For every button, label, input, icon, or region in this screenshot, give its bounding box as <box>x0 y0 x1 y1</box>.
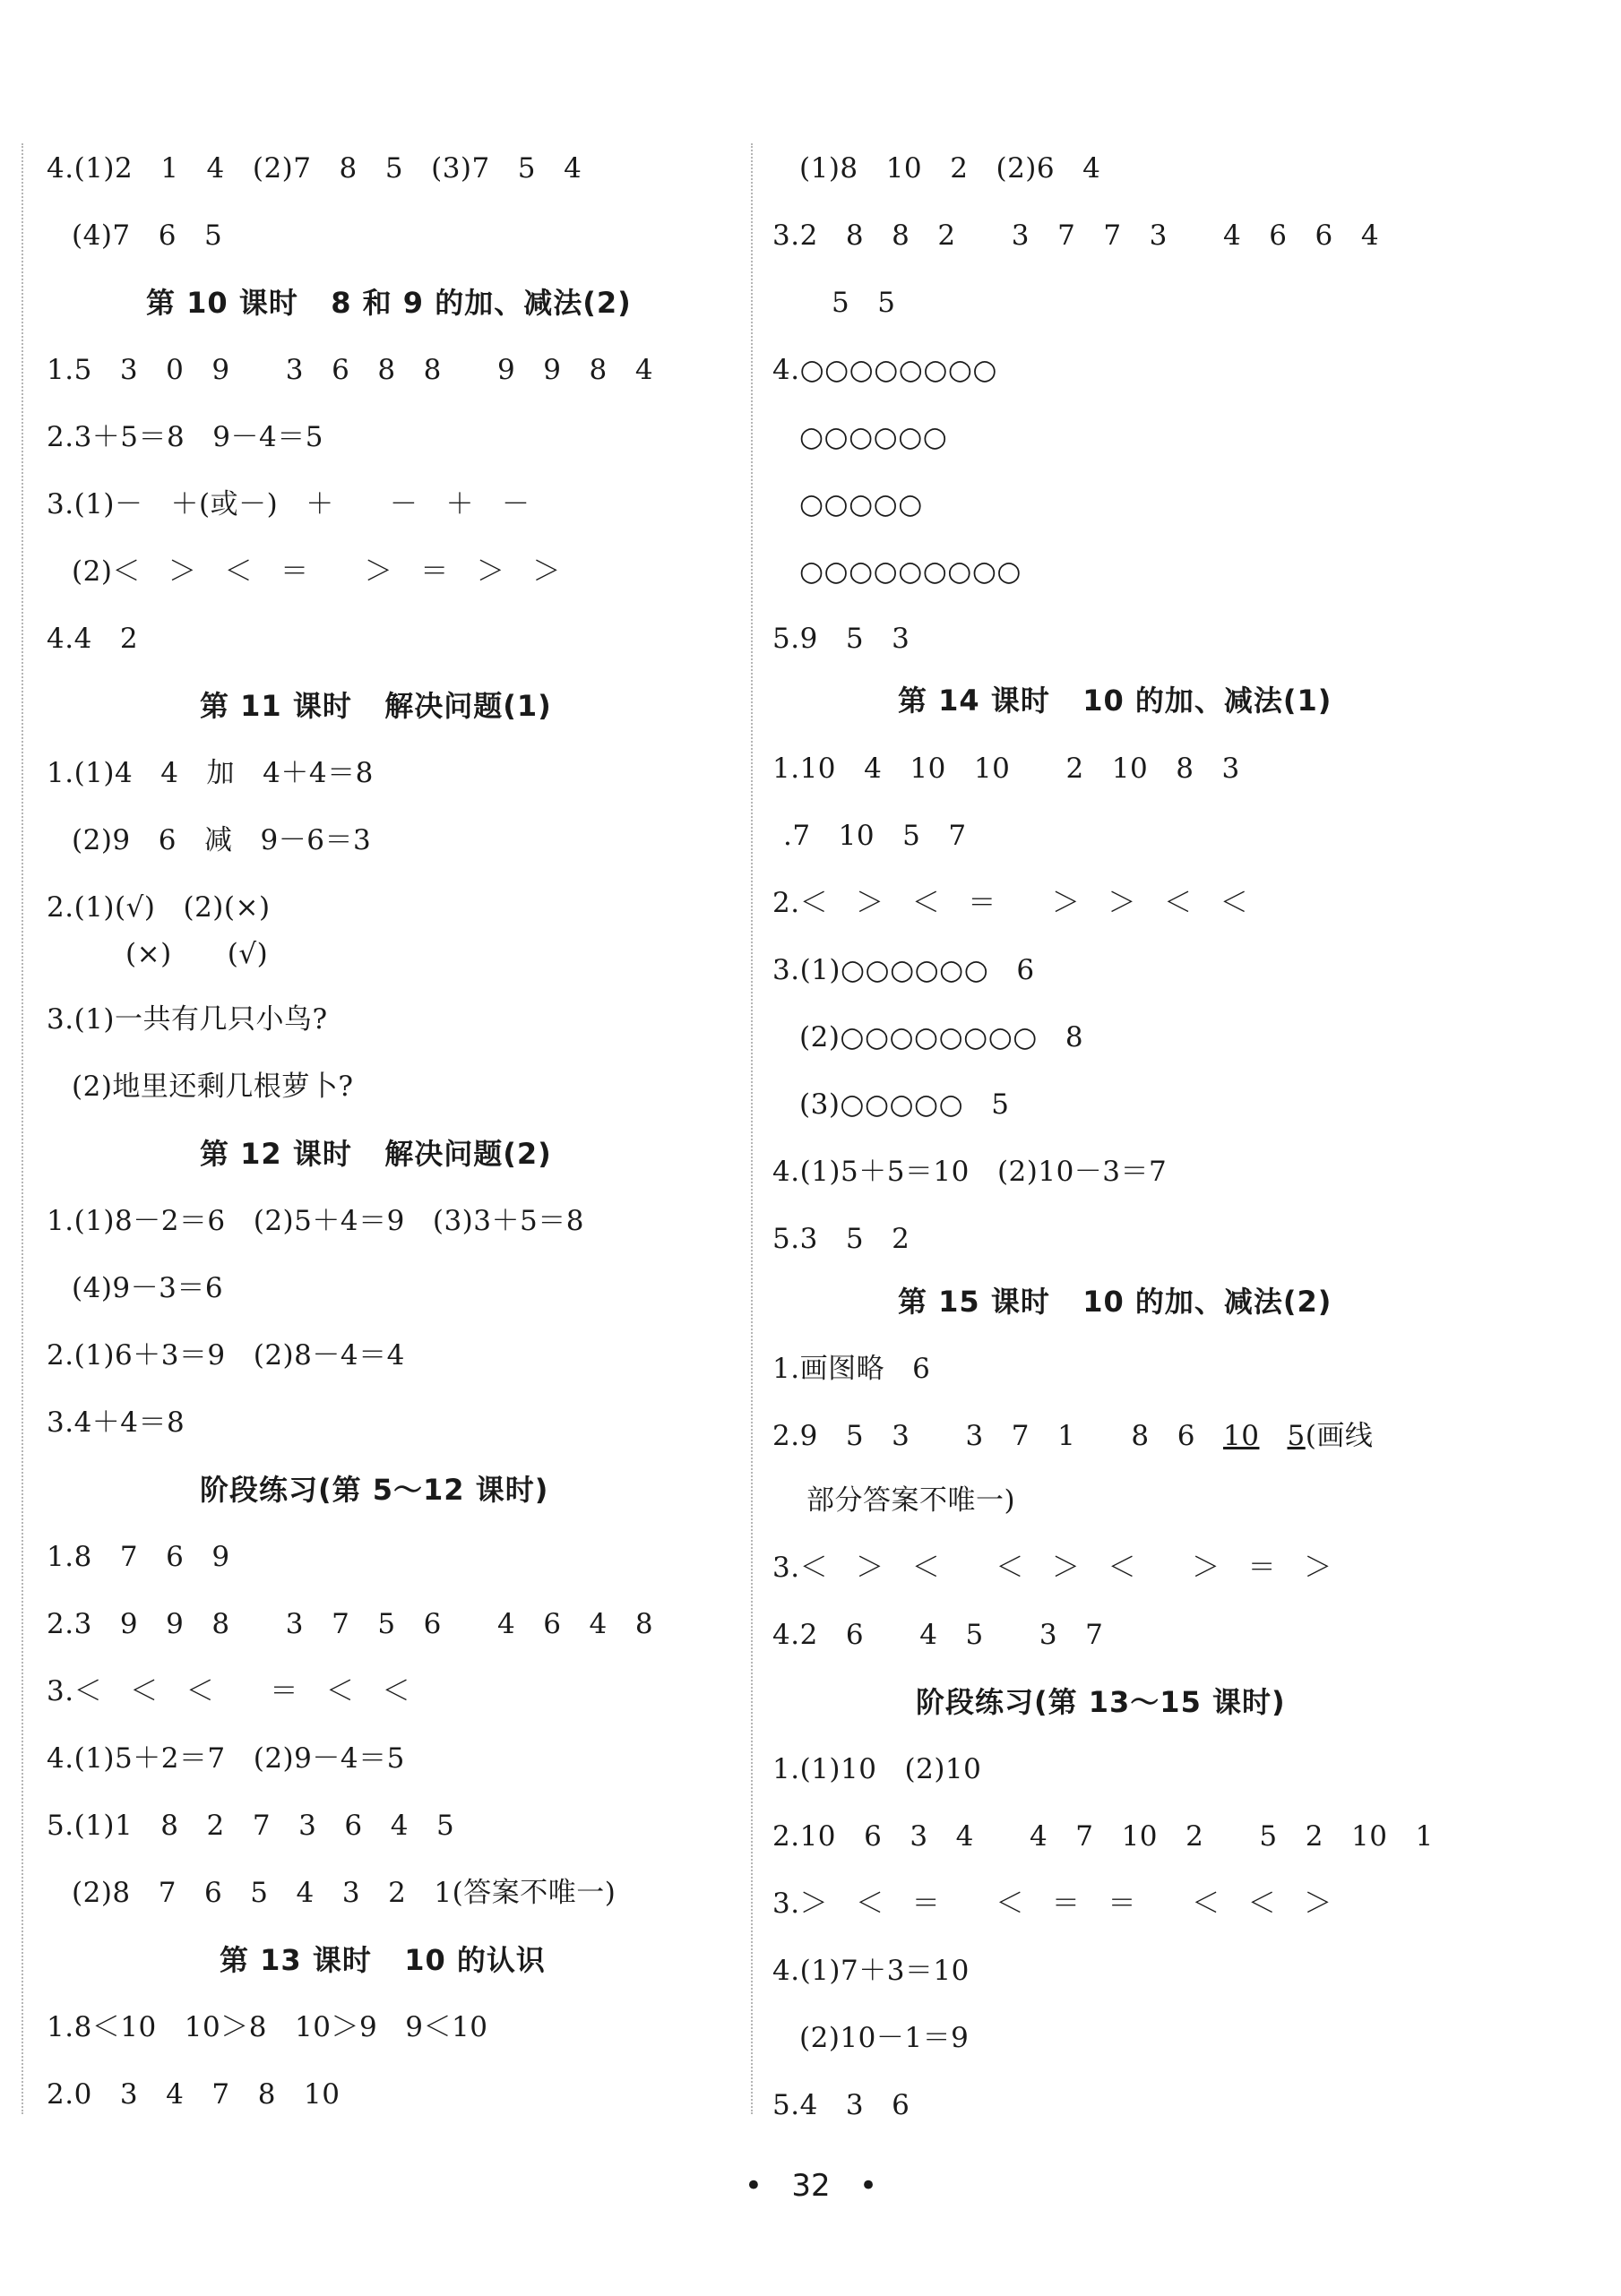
answer-line: (2)＜ ＞ ＜ ＝ ＞ ＝ ＞ ＞ <box>72 555 561 588</box>
answer-line <box>772 1418 1373 1454</box>
section-heading: 第 14 课时 10 的加、减法(1) <box>898 684 1332 718</box>
section-heading: 阶段练习(第 13～15 课时) <box>916 1685 1286 1719</box>
answer-line: 3.＞ ＜ ＝ ＜ ＝ ＝ ＜ ＜ ＞ <box>772 1888 1332 1920</box>
answer-line: .7 10 5 7 <box>783 820 967 852</box>
answer-line: (4)9－3＝6 <box>72 1272 224 1304</box>
answer-line: 3.4＋4＝8 <box>47 1406 185 1439</box>
answer-line: 5 5 <box>832 287 896 319</box>
section-heading: 第 11 课时 解决问题(1) <box>200 689 552 723</box>
answer-line: 4.(1)5＋2＝7 (2)9－4＝5 <box>47 1742 405 1775</box>
answer-line: 1.8 7 6 9 <box>47 1541 230 1573</box>
answer-line: 1.(1)10 (2)10 <box>772 1753 982 1785</box>
section-heading: 第 15 课时 10 的加、减法(2) <box>898 1285 1332 1319</box>
answer-line: ○○○○○ <box>799 488 923 520</box>
answer-line: (2)10－1＝9 <box>799 2022 970 2054</box>
answer-line: 4.(1)5＋5＝10 (2)10－3＝7 <box>772 1156 1168 1188</box>
answer-line: 5.4 3 6 <box>772 2089 910 2121</box>
answer-line: (2)地里还剩几根萝卜? <box>72 1071 354 1103</box>
answer-line: 2.＜ ＞ ＜ ＝ ＞ ＞ ＜ ＜ <box>772 887 1249 919</box>
answer-line: ○○○○○○○○○ <box>799 555 1022 588</box>
answer-text: 2.9 5 3 3 7 1 8 6 <box>772 1420 1223 1452</box>
answer-line: 4.2 6 4 5 3 7 <box>772 1619 1104 1651</box>
section-heading: 第 12 课时 解决问题(2) <box>200 1137 552 1171</box>
answer-line: (2)9 6 减 9－6＝3 <box>72 824 372 856</box>
answer-line: 1.画图略 6 <box>772 1353 931 1385</box>
answer-line: (2)8 7 6 5 4 3 2 1(答案不唯一) <box>72 1877 616 1909</box>
answer-line: (×) (√) <box>125 938 269 970</box>
right-column <box>753 0 1595 2150</box>
answer-line: (1)8 10 2 (2)6 4 <box>799 152 1101 185</box>
answer-line: 1.5 3 0 9 3 6 8 8 9 9 8 4 <box>47 354 654 386</box>
answer-line: 5.9 5 3 <box>772 623 910 655</box>
section-heading: 第 13 课时 10 的认识 <box>220 1943 546 1977</box>
answer-line: 1.10 4 10 10 2 10 8 3 <box>772 752 1240 785</box>
answer-line: (4)7 6 5 <box>72 219 223 252</box>
answer-line: 4.(1)2 1 4 (2)7 8 5 (3)7 5 4 <box>47 152 582 185</box>
answer-line: 2.3＋5＝8 9－4＝5 <box>47 421 323 453</box>
answer-line: 部分答案不唯一) <box>806 1484 1016 1517</box>
answer-line: 1.(1)8－2＝6 (2)5＋4＝9 (3)3＋5＝8 <box>47 1205 584 1237</box>
answer-line: ○○○○○○ <box>799 421 948 453</box>
underlined-answer: 5 <box>1287 1420 1306 1452</box>
answer-line: 3.2 8 8 2 3 7 7 3 4 6 6 4 <box>772 219 1380 252</box>
answer-line: (3)○○○○○ 5 <box>799 1088 1010 1121</box>
answer-line: 2.(1)6＋3＝9 (2)8－4＝4 <box>47 1339 405 1372</box>
answer-line: 5.3 5 2 <box>772 1223 910 1255</box>
answer-line: 3.(1)○○○○○○ 6 <box>772 954 1035 986</box>
page-number: • 32 • <box>744 2168 878 2204</box>
answer-line: 2.3 9 9 8 3 7 5 6 4 6 4 8 <box>47 1608 654 1640</box>
answer-line: (2)○○○○○○○○ 8 <box>799 1021 1084 1053</box>
answer-line: 2.(1)(√) (2)(×) <box>47 891 271 924</box>
answer-line: 4.○○○○○○○○ <box>772 354 997 386</box>
answer-note: (画线 <box>1305 1420 1374 1452</box>
answer-line: 1.(1)4 4 加 4＋4＝8 <box>47 757 374 789</box>
answer-line: 2.10 6 3 4 4 7 10 2 5 2 10 1 <box>772 1820 1434 1853</box>
answer-text <box>1259 1420 1287 1452</box>
section-heading: 阶段练习(第 5～12 课时) <box>200 1473 549 1507</box>
answer-line: 3.＜ ＞ ＜ ＜ ＞ ＜ ＞ ＝ ＞ <box>772 1552 1332 1584</box>
answer-line: 3.(1)一共有几只小鸟? <box>47 1003 328 1036</box>
answer-line: 3.(1)－ ＋(或－) ＋ － ＋ － <box>47 488 530 520</box>
answer-line: 1.8＜10 10＞8 10＞9 9＜10 <box>47 2011 488 2043</box>
answer-line: 3.＜ ＜ ＜ ＝ ＜ ＜ <box>47 1675 410 1707</box>
answer-line: 5.(1)1 8 2 7 3 6 4 5 <box>47 1810 455 1842</box>
left-column <box>0 0 744 2150</box>
underlined-answer: 10 <box>1222 1420 1260 1452</box>
answer-line: 4.(1)7＋3＝10 <box>772 1955 970 1987</box>
answer-line: 4.4 2 <box>47 623 139 655</box>
section-heading: 第 10 课时 8 和 9 的加、减法(2) <box>146 286 632 320</box>
answer-line: 2.0 3 4 7 8 10 <box>47 2078 341 2111</box>
